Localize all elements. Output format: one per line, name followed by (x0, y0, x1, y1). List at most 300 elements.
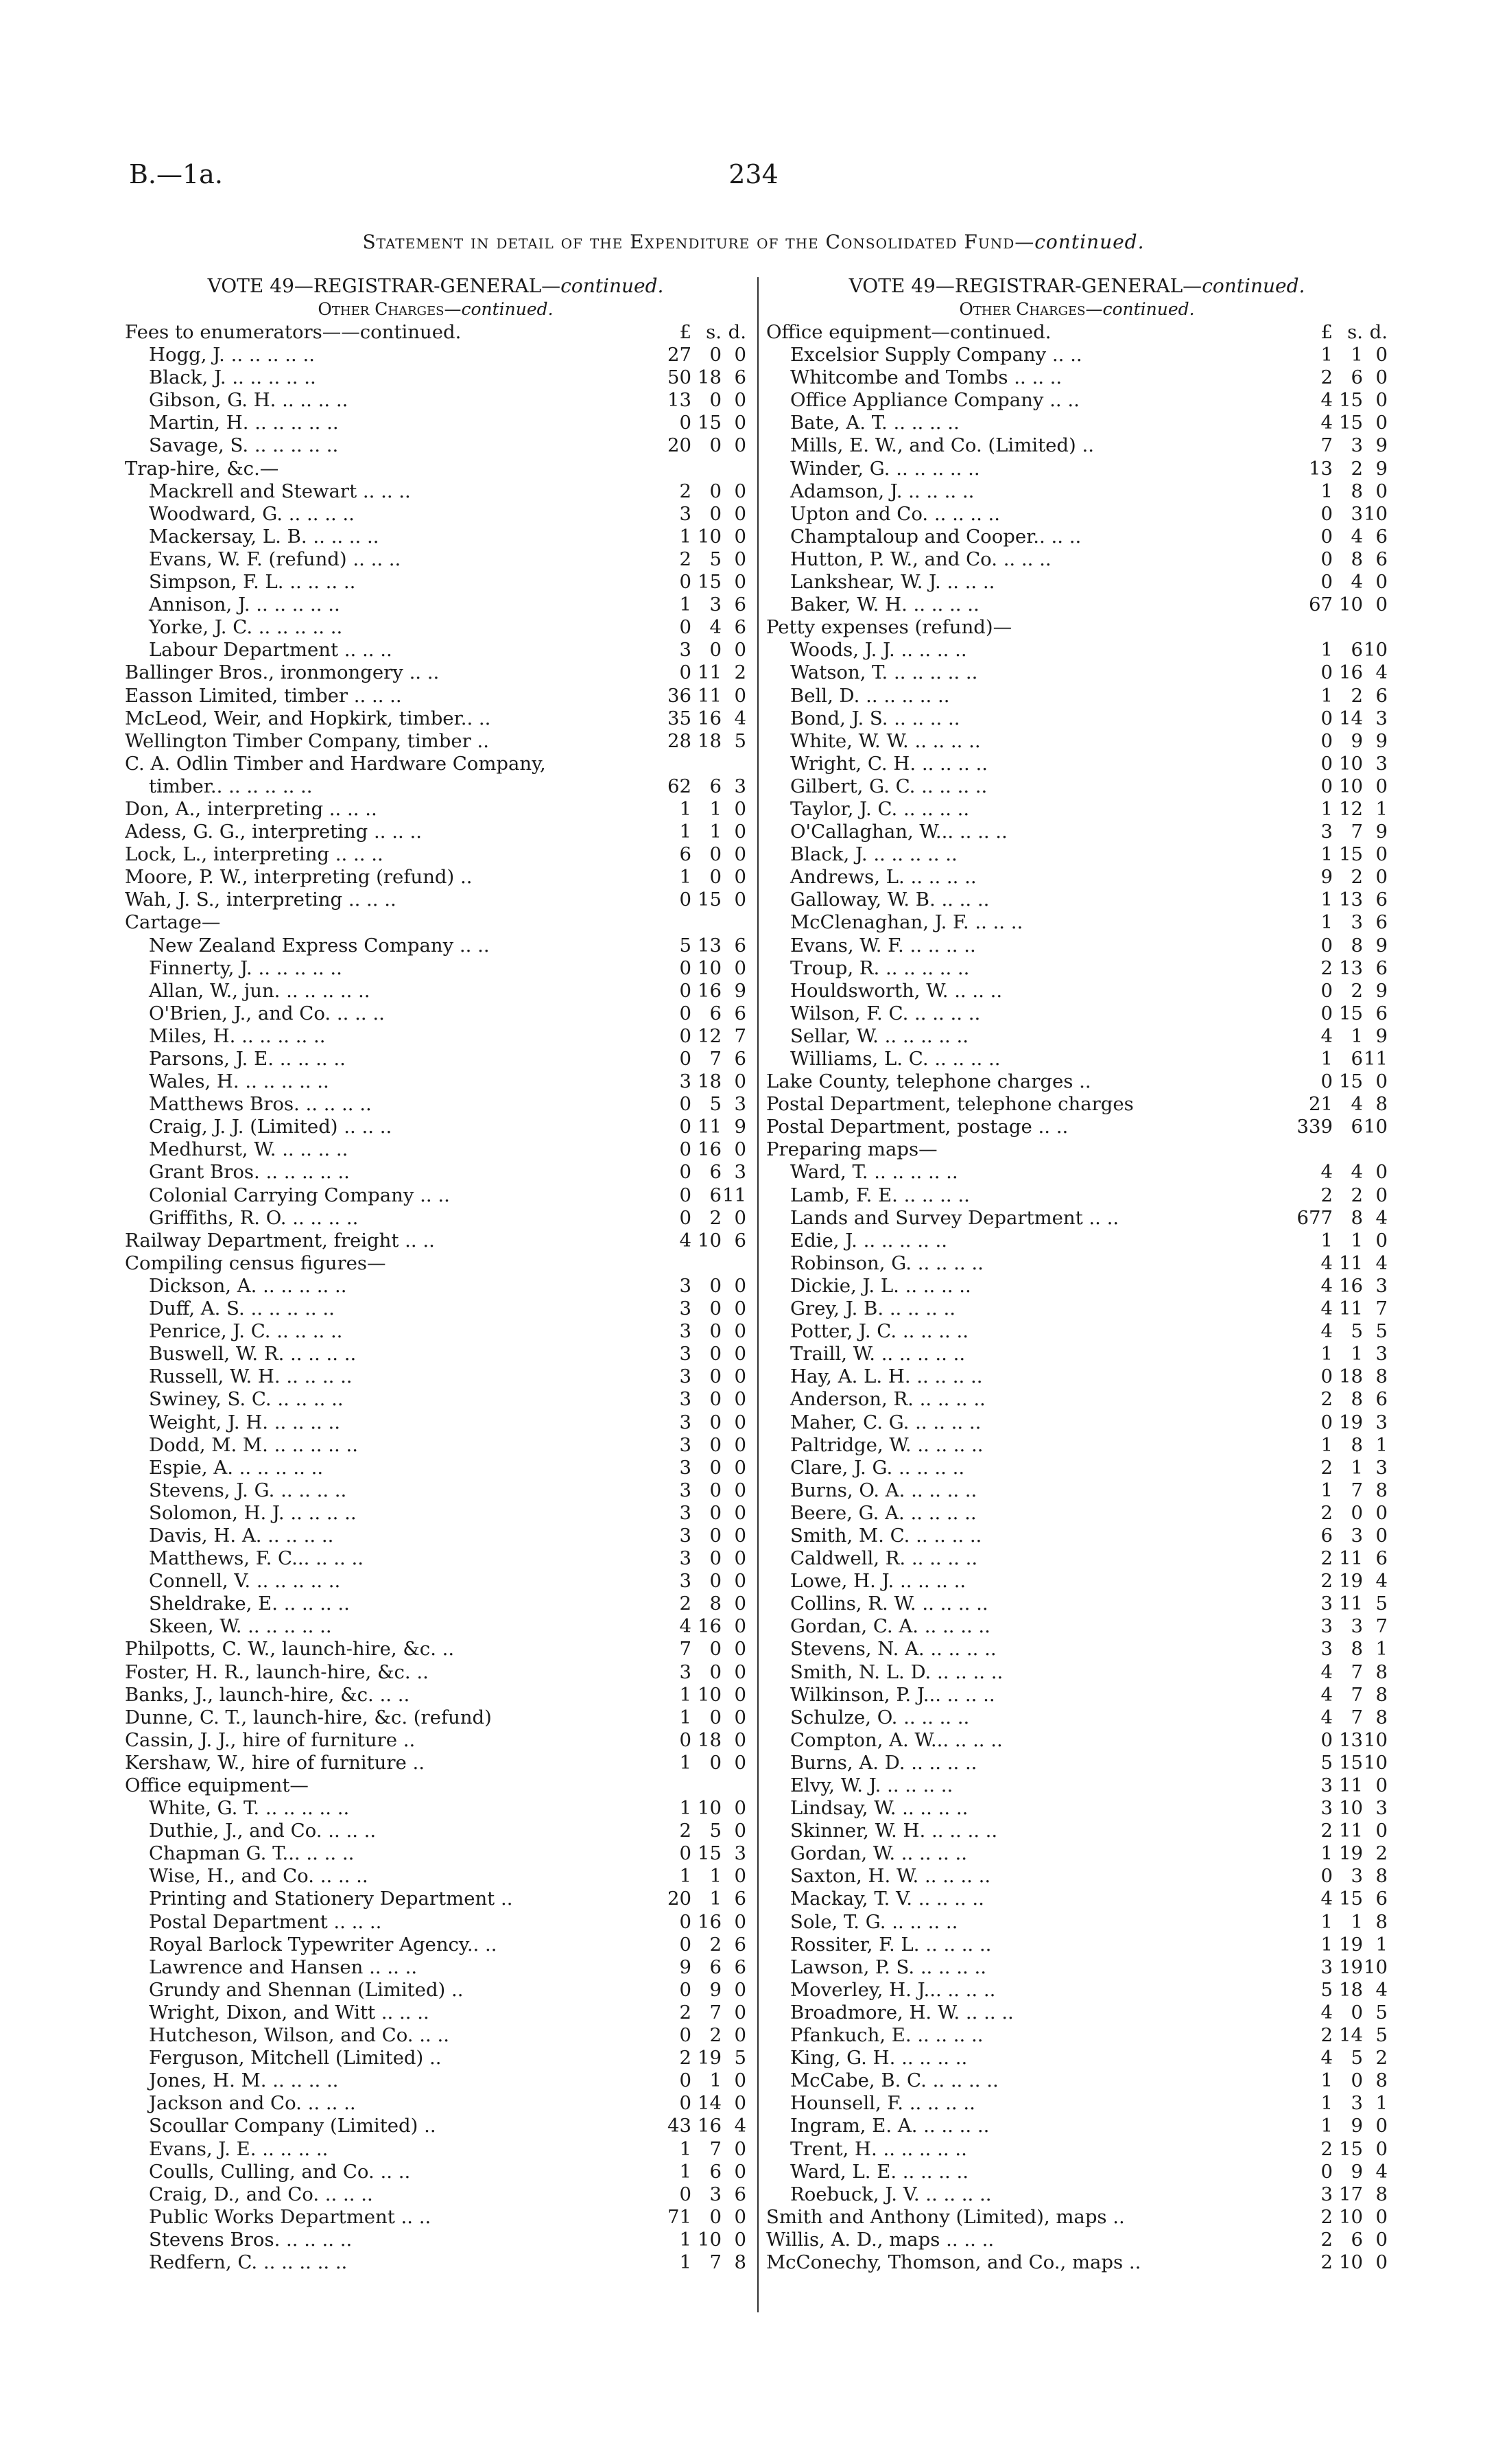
pounds-value: 0 (1320, 661, 1333, 684)
entry-amount (643, 1457, 746, 1479)
ledger-row (766, 1116, 1388, 1138)
ledger-row (766, 1320, 1388, 1343)
entry-label: Houldsworth, W. .. .. .. (790, 979, 1003, 1002)
ledger-row (766, 1706, 1388, 1729)
entry-label: Davis, H. A. .. .. .. .. (149, 1524, 334, 1547)
entry-label: Smith, M. C. .. .. .. .. (790, 1524, 982, 1547)
entry-amount (1285, 798, 1388, 821)
entry-label: C. A. Odlin Timber and Hardware Company, (125, 752, 546, 775)
entry-label: Wilkinson, P. J... .. .. .. (790, 1683, 995, 1706)
entry-amount (643, 2206, 746, 2229)
shillings-value: 4 (1351, 1093, 1363, 1116)
entry-label: Gilbert, G. C. .. .. .. .. (790, 775, 988, 797)
pounds-value: 2 (1320, 2024, 1333, 2047)
left-vote-heading (125, 274, 746, 298)
pounds-value: 5 (1320, 1751, 1333, 1774)
ledger-row (125, 2183, 746, 2206)
shillings-value: 16 (698, 707, 722, 729)
pence-value: 0 (1375, 2115, 1388, 2137)
shillings-value: 16 (698, 1910, 722, 1933)
entry-amount (643, 866, 746, 889)
ledger-row (766, 1593, 1388, 1615)
entry-amount (1285, 571, 1388, 594)
entry-amount (1285, 1252, 1388, 1275)
entry-amount (643, 1116, 746, 1138)
entry-label: Andrews, L. .. .. .. .. (790, 866, 977, 889)
ledger-row (125, 639, 746, 661)
entry-amount (1285, 1820, 1388, 1842)
entry-amount (1285, 639, 1388, 661)
shillings-value: 10 (1339, 775, 1363, 797)
pence-value: 5 (1375, 1593, 1388, 1615)
shillings-value: 11 (1339, 1820, 1363, 1842)
entry-amount (643, 1797, 746, 1820)
shillings-value: 13 (698, 934, 722, 957)
ledger-row (766, 889, 1388, 911)
shillings-value: 7 (1351, 1661, 1363, 1683)
pounds-value: 2 (1320, 1184, 1333, 1206)
ledger-row (766, 730, 1388, 753)
entry-label: Woodward, G. .. .. .. .. (149, 502, 355, 525)
shillings-value: 0 (1351, 1501, 1363, 1524)
entry-label: Saxton, H. W. .. .. .. .. (790, 1865, 991, 1888)
shillings-value: 5 (1351, 1320, 1363, 1343)
shillings-value: 11 (1339, 1547, 1363, 1570)
ledger-row (125, 1979, 746, 2002)
shillings-value: 14 (698, 2092, 722, 2115)
shillings-value: 6 (1351, 1116, 1363, 1138)
shillings-value: 1 (709, 2069, 722, 2092)
ledger-row (125, 821, 746, 843)
shillings-value: 15 (698, 889, 722, 911)
shillings-value: 6 (709, 775, 722, 797)
entry-amount (643, 1570, 746, 1593)
shillings-value: 0 (709, 1547, 722, 1570)
pence-value: 8 (1375, 2183, 1388, 2205)
pounds-value: 2 (1320, 1501, 1333, 1524)
pence-value: 5 (1375, 1320, 1388, 1343)
entry-label: Elvy, W. J. .. .. .. .. (790, 1774, 953, 1796)
pounds-value: 2 (1320, 366, 1333, 389)
pounds-value: 0 (679, 1161, 691, 1184)
ledger-row (125, 389, 746, 412)
ledger-row (766, 1842, 1388, 1865)
ledger-row (125, 344, 746, 366)
shillings-value: 3 (1351, 502, 1363, 525)
ledger-row (125, 1138, 746, 1161)
shillings-value: 10 (698, 1683, 722, 1706)
ledger-row (125, 480, 746, 503)
pence-value: 0 (734, 1706, 746, 1728)
pence-value: 0 (734, 434, 746, 457)
pounds-value: 2 (1320, 2251, 1333, 2273)
entry-label: Scoullar Company (Limited) .. (149, 2115, 436, 2137)
shillings-value: 13 (1339, 889, 1363, 911)
ledger-row (766, 503, 1388, 526)
pounds-value: 1 (1320, 1048, 1333, 1070)
entry-amount (643, 321, 746, 344)
ledger-row (125, 1502, 746, 1525)
pounds-value: 3 (1320, 1774, 1333, 1796)
entry-amount (643, 1547, 746, 1570)
entry-label: Collins, R. W. .. .. .. .. (790, 1593, 988, 1615)
ledger-row (766, 1365, 1388, 1388)
shillings-value: 1 (709, 797, 722, 820)
pence-value: 0 (734, 866, 746, 889)
ledger-row (125, 1820, 746, 1842)
pence-value: 3 (734, 775, 746, 797)
entry-amount (1285, 480, 1388, 503)
ledger-row (766, 2115, 1388, 2137)
ledger-row (766, 1002, 1388, 1025)
pounds-value: 4 (1320, 1298, 1333, 1320)
ledger-row (766, 480, 1388, 503)
ledger-row (125, 2024, 746, 2047)
pence-value: 9 (1375, 729, 1388, 752)
entry-label: McClenaghan, J. F. .. .. .. (790, 911, 1023, 934)
pence-value: 9 (1375, 821, 1388, 843)
ledger-row (125, 1320, 746, 1343)
pounds-value: 1 (1320, 843, 1333, 866)
entry-label: Hutton, P. W., and Co. .. .. .. (790, 548, 1052, 570)
entry-label: Finnerty, J. .. .. .. .. .. (149, 957, 342, 979)
pence-value: 0 (734, 1751, 746, 1774)
entry-amount (1285, 1388, 1388, 1411)
pence-value: 6 (1375, 911, 1388, 934)
entry-amount (1285, 2251, 1388, 2274)
shillings-value: 0 (709, 1456, 722, 1479)
entry-label: Hutcheson, Wilson, and Co. .. .. (149, 2024, 449, 2047)
pounds-value: 4 (1320, 1661, 1333, 1683)
entry-label: Adess, G. G., interpreting .. .. .. (125, 821, 422, 843)
entry-amount (643, 1752, 746, 1774)
entry-label: McLeod, Weir, and Hopkirk, timber.. .. (125, 707, 491, 729)
pence-value: 0 (1375, 1229, 1388, 1252)
entry-amount (1285, 1365, 1388, 1388)
entry-amount (643, 2047, 746, 2069)
shillings-value: 4 (1351, 1161, 1363, 1184)
entry-label: Compton, A. W... .. .. .. (790, 1728, 1003, 1751)
ledger-row (125, 707, 746, 730)
ledger-row (125, 1048, 746, 1070)
shillings-value: 0 (709, 843, 722, 866)
entry-label: Duff, A. S. .. .. .. .. .. (149, 1298, 335, 1320)
entry-label: Colonial Carrying Company .. .. (149, 1184, 450, 1206)
pence-value: 8 (1375, 1479, 1388, 1501)
shillings-value: 1 (1351, 1456, 1363, 1479)
page-header (0, 159, 1507, 200)
entry-label: Dickson, A. .. .. .. .. .. (149, 1274, 347, 1297)
entry-label: Office Appliance Company .. .. (790, 389, 1080, 412)
entry-amount (643, 344, 746, 366)
ledger-row (766, 753, 1388, 775)
entry-amount (1285, 1979, 1388, 2002)
shillings-value: 8 (1351, 1638, 1363, 1661)
ledger-row (766, 866, 1388, 889)
pounds-value: 4 (1320, 1683, 1333, 1706)
pence-value: 0 (1375, 1501, 1388, 1524)
entry-amount (643, 1093, 746, 1116)
entry-amount (643, 1638, 746, 1661)
statement-title (0, 231, 1507, 253)
entry-label: Coulls, Culling, and Co. .. .. (149, 2160, 411, 2183)
shillings-value: 15 (698, 412, 722, 434)
entry-amount (643, 1320, 746, 1343)
entry-label: Chapman G. T... .. .. .. (149, 1842, 355, 1865)
pounds-value: 2 (1320, 2228, 1333, 2251)
shillings-value: 7 (709, 1048, 722, 1070)
entry-label: Ballinger Bros., ironmongery .. .. (125, 661, 440, 684)
shillings-value: 3 (1351, 2092, 1363, 2115)
pounds-value: 0 (679, 1002, 691, 1024)
entry-amount (643, 1298, 746, 1320)
entry-label: Champtaloup and Cooper.. .. .. (790, 525, 1082, 548)
entry-amount (1285, 1570, 1388, 1593)
ledger-row (766, 1888, 1388, 1910)
pence-value: 0 (734, 1343, 746, 1365)
pence-value: 0 (1375, 344, 1388, 366)
ledger-row (125, 1934, 746, 1956)
pence-value: 11 (722, 1184, 746, 1206)
shillings-value: 1 (1351, 1024, 1363, 1047)
entry-label: Petty expenses (refund)— (766, 616, 1012, 639)
entry-label: Lamb, F. E. .. .. .. .. (790, 1184, 970, 1206)
pounds-value: 1 (1320, 889, 1333, 911)
ledger-row (766, 935, 1388, 957)
pounds-value: 2 (1320, 2205, 1333, 2228)
shillings-value: 17 (1339, 2183, 1363, 2205)
shillings-value: 2 (1351, 866, 1363, 889)
entry-amount (643, 911, 746, 934)
shillings-value: 0 (709, 1570, 722, 1593)
entry-amount (1285, 1684, 1388, 1706)
ledger-row (125, 1752, 746, 1774)
pounds-value: 4 (679, 1615, 691, 1638)
entry-amount (1285, 1070, 1388, 1093)
entry-amount (1285, 1706, 1388, 1729)
entry-label: Preparing maps— (766, 1138, 938, 1161)
entry-label: Baker, W. H. .. .. .. .. (790, 594, 980, 616)
ledger-row (766, 1230, 1388, 1252)
pence-value: 0 (1375, 1184, 1388, 1206)
pounds-value: 0 (679, 661, 691, 684)
pounds-value: 0 (1320, 502, 1333, 525)
pence-value: 10 (1364, 1956, 1388, 1978)
shillings-value: 0 (709, 389, 722, 412)
entry-amount (1285, 911, 1388, 934)
pounds-value: 9 (1320, 866, 1333, 889)
shillings-value: 6 (709, 2160, 722, 2183)
entry-label: Savage, S. .. .. .. .. .. (149, 434, 339, 457)
entry-amount (643, 1706, 746, 1729)
entry-amount (643, 1820, 746, 1842)
entry-amount (1285, 821, 1388, 843)
ledger-row (766, 1070, 1388, 1093)
pounds-value: 6 (1320, 1524, 1333, 1547)
pence-value: 9 (1375, 934, 1388, 957)
shillings-value: 0 (1351, 2069, 1363, 2092)
entry-amount (1285, 1774, 1388, 1797)
right-subheading (766, 298, 1388, 321)
entry-label: Weight, J. H. .. .. .. .. (149, 1411, 340, 1433)
entry-amount (643, 1207, 746, 1230)
ledger-row (766, 821, 1388, 843)
entry-amount (1285, 1934, 1388, 1956)
pounds-value: 4 (1320, 389, 1333, 412)
pence-value: 6 (1375, 1002, 1388, 1024)
pounds-value: 4 (1320, 1252, 1333, 1274)
right-ledger (766, 321, 1388, 2274)
ledger-row (766, 1661, 1388, 1684)
statement-title-cont: continued. (1034, 231, 1145, 253)
pounds-value: 4 (1320, 1161, 1333, 1184)
ledger-row (766, 1820, 1388, 1842)
entry-amount (1285, 685, 1388, 707)
entry-amount (643, 571, 746, 594)
entry-label: Wright, C. H. .. .. .. .. (790, 752, 988, 775)
pounds-value: 0 (679, 2069, 691, 2092)
entry-label: New Zealand Express Company .. .. (149, 934, 490, 957)
pounds-value: 4 (679, 1229, 691, 1252)
shillings-value: 2 (1351, 684, 1363, 707)
pence-value: 6 (1375, 684, 1388, 707)
pence-value: 0 (1375, 412, 1388, 434)
entry-label: Stevens, J. G. .. .. .. .. (149, 1479, 347, 1501)
entry-amount (1285, 775, 1388, 798)
pounds-value: 2 (679, 1593, 691, 1615)
entry-amount (643, 775, 746, 798)
pounds-value: 1 (679, 1751, 691, 1774)
pence-value: 0 (734, 2092, 746, 2115)
entry-label: Willis, A. D., maps .. .. .. (766, 2228, 995, 2251)
pence-value: 8 (1375, 1365, 1388, 1388)
pence-value: 0 (734, 639, 746, 661)
shillings-value: 11 (1339, 1593, 1363, 1615)
pence-value: 6 (734, 2183, 746, 2205)
entry-amount (643, 2002, 746, 2024)
entry-label: Philpotts, C. W., launch-hire, &c. .. (125, 1638, 455, 1661)
pounds-value: 0 (679, 1048, 691, 1070)
pounds-value: 1 (679, 1706, 691, 1728)
ledger-row (125, 1661, 746, 1684)
pence-value: 0 (734, 1070, 746, 1093)
shillings-value: 0 (709, 344, 722, 366)
ledger-row (766, 911, 1388, 934)
pounds-value: 3 (679, 1298, 691, 1320)
pence-value: 0 (734, 502, 746, 525)
pence-value: 0 (734, 2205, 746, 2228)
entry-label: Labour Department .. .. .. (149, 639, 392, 661)
ledger-row (766, 1093, 1388, 1116)
pence-value: 0 (734, 1615, 746, 1638)
pounds-value: 2 (1320, 2137, 1333, 2160)
pounds-value: 1 (679, 866, 691, 889)
entry-amount (1285, 458, 1388, 480)
entry-label: Dodd, M. M. .. .. .. .. .. (149, 1433, 358, 1456)
ledger-row (125, 889, 746, 911)
ledger-row (766, 2024, 1388, 2047)
ledger-row (125, 1547, 746, 1570)
ledger-row (125, 1865, 746, 1888)
entry-label: Jones, H. M. .. .. .. .. (149, 2069, 339, 2092)
pence-value: 6 (734, 616, 746, 639)
ledger-row (766, 798, 1388, 821)
entry-amount (1285, 1457, 1388, 1479)
pounds-value: 1 (679, 2137, 691, 2160)
entry-label: Adamson, J. .. .. .. .. (790, 480, 975, 502)
ledger-row (766, 1979, 1388, 2002)
pence-value: 0 (734, 1298, 746, 1320)
shillings-value: 10 (1339, 594, 1363, 616)
pounds-value: 3 (679, 502, 691, 525)
entry-label: Evans, W. F. .. .. .. .. (790, 934, 976, 957)
pence-value: 0 (1375, 2228, 1388, 2251)
pence-value: 9 (1375, 1024, 1388, 1047)
pence-value: 0 (734, 797, 746, 820)
pence-value: 3 (734, 1093, 746, 1116)
pounds-value: 3 (679, 1343, 691, 1365)
shillings-value: 1 (709, 1888, 722, 1910)
entry-label: O'Callaghan, W... .. .. .. (790, 821, 1008, 843)
pence-value: 0 (734, 548, 746, 570)
entry-amount (643, 707, 746, 730)
pounds-value: 3 (679, 1570, 691, 1593)
entry-amount (643, 730, 746, 753)
ledger-row (125, 1411, 746, 1434)
entry-label: Matthews Bros. .. .. .. .. (149, 1093, 372, 1116)
entry-label: Wilson, F. C. .. .. .. .. (790, 1002, 981, 1024)
ledger-row (125, 1207, 746, 1230)
entry-amount (643, 1070, 746, 1093)
ledger-row (125, 1388, 746, 1411)
entry-label: Maher, C. G. .. .. .. .. (790, 1411, 982, 1433)
ledger-row (766, 1570, 1388, 1593)
pence-value: 2 (1375, 1842, 1388, 1865)
shillings-value: 3 (709, 594, 722, 616)
pounds-value: 5 (1320, 1978, 1333, 2001)
ledger-row (125, 2002, 746, 2024)
pounds-value: 0 (1320, 707, 1333, 729)
entry-amount (643, 1661, 746, 1684)
entry-label: Ferguson, Mitchell (Limited) .. (149, 2047, 442, 2069)
pounds-value: 4 (1320, 1706, 1333, 1728)
entry-label: Grant Bros. .. .. .. .. .. (149, 1161, 350, 1184)
entry-label: Miles, H. .. .. .. .. .. (149, 1024, 326, 1047)
entry-amount (1285, 661, 1388, 684)
pounds-value: 35 (667, 707, 691, 729)
shillings-value: 0 (709, 1433, 722, 1456)
pence-value: 6 (734, 594, 746, 616)
pence-value: 6 (1375, 1888, 1388, 1910)
shillings-value: 12 (1339, 797, 1363, 820)
pence-value: 0 (734, 1274, 746, 1297)
entry-label: Public Works Department .. .. (149, 2205, 431, 2228)
pounds-value: 3 (679, 1547, 691, 1570)
shillings-value: 7 (1351, 1479, 1363, 1501)
pence-value: 8 (1375, 1706, 1388, 1728)
ledger-row (766, 957, 1388, 980)
pence-value: 0 (1375, 866, 1388, 889)
entry-amount (1285, 730, 1388, 753)
entry-amount (1285, 2069, 1388, 2092)
pounds-value: 1 (1320, 1343, 1333, 1365)
pence-header: d. (1369, 321, 1388, 343)
shillings-value: 8 (1351, 548, 1363, 570)
pounds-value: 3 (679, 1411, 691, 1433)
ledger-row (766, 1434, 1388, 1457)
entry-amount (643, 526, 746, 548)
pounds-value: 0 (679, 979, 691, 1002)
